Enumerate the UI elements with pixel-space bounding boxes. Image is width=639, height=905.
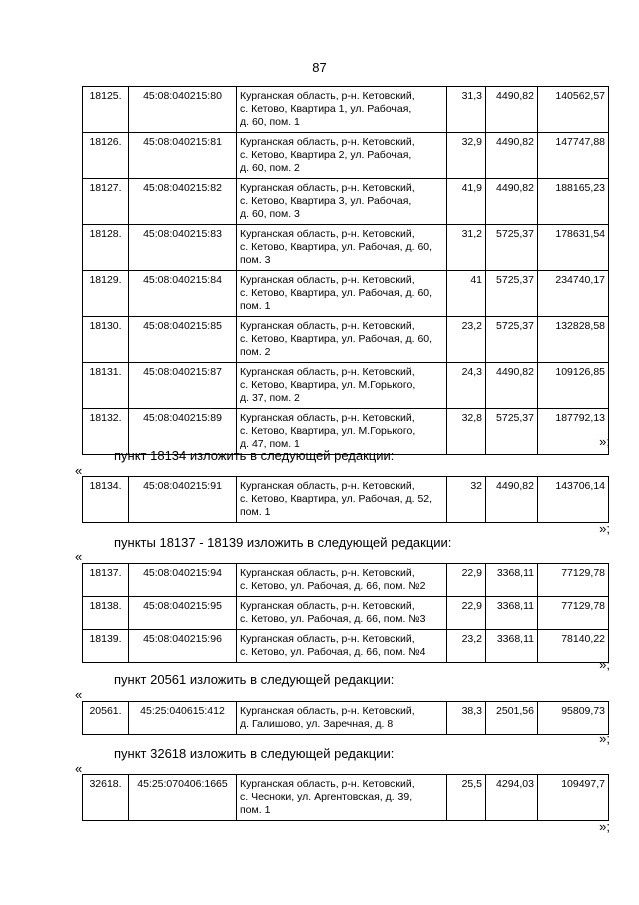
table-row [83, 630, 609, 663]
cadastral-number-cell: 45:08:040215:95 [129, 597, 237, 630]
address-line: Курганская область, р-н. Кетовский, [240, 633, 415, 645]
cadastral-number-cell: 45:08:040215:83 [129, 225, 237, 271]
address-line: с. Кетово, Квартира, ул. М.Горького, [240, 425, 416, 437]
row-number-cell: 18131. [83, 363, 129, 409]
page-number: 87 [312, 60, 327, 75]
unit-value-cell: 5725,37 [486, 225, 538, 271]
address-cell [237, 363, 447, 409]
table-row [83, 179, 609, 225]
unit-value-cell: 4490,82 [486, 179, 538, 225]
row-number-cell: 18125. [83, 87, 129, 133]
address-line: д. 37, пом. 2 [240, 392, 300, 404]
area-cell: 22,9 [447, 564, 486, 597]
cadastral-number-cell: 45:08:040215:94 [129, 564, 237, 597]
address-line: Курганская область, р-н. Кетовский, [240, 320, 415, 332]
area-cell: 32,9 [447, 133, 486, 179]
table-row [83, 477, 609, 523]
opening-quote: « [75, 463, 83, 478]
cadastral-value-cell: 78140,22 [538, 630, 609, 663]
cadastral-number-cell: 45:08:040215:82 [129, 179, 237, 225]
address-line: д. 60, пом. 3 [240, 208, 300, 220]
table-row [83, 702, 609, 735]
row-number-cell: 18137. [83, 564, 129, 597]
cadastral-value-cell: 234740,17 [538, 271, 609, 317]
amendment-instruction: пункт 20561 изложить в следующей редакции: [114, 672, 395, 687]
address-line: пом. 2 [240, 346, 271, 358]
address-line: Курганская область, р-н. Кетовский, [240, 600, 415, 612]
table-row [83, 133, 609, 179]
table-row [83, 317, 609, 363]
opening-quote: « [75, 687, 83, 702]
closing-quote: »; [599, 521, 610, 536]
table-row [83, 271, 609, 317]
address-line: пом. 1 [240, 804, 271, 816]
address-cell [237, 630, 447, 663]
cadastral-number-cell: 45:25:070406:1665 [129, 775, 237, 821]
row-number-cell: 18126. [83, 133, 129, 179]
address-line: д. 47, пом. 1 [240, 438, 300, 450]
area-cell: 22,9 [447, 597, 486, 630]
closing-quote: »; [599, 434, 610, 449]
cadastral-value-cell: 188165,23 [538, 179, 609, 225]
table-row [83, 363, 609, 409]
address-line: с. Кетово, ул. Рабочая, д. 66, пом. №4 [240, 646, 426, 658]
unit-value-cell: 5725,37 [486, 409, 538, 455]
unit-value-cell: 3368,11 [486, 564, 538, 597]
table-row [83, 225, 609, 271]
registry-table-2 [82, 476, 609, 523]
area-cell: 23,2 [447, 630, 486, 663]
row-number-cell: 18132. [83, 409, 129, 455]
address-cell [237, 477, 447, 523]
row-number-cell: 20561. [83, 702, 129, 735]
address-cell [237, 597, 447, 630]
row-number-cell: 32618. [83, 775, 129, 821]
row-number-cell: 18129. [83, 271, 129, 317]
address-cell [237, 225, 447, 271]
closing-quote: »; [599, 657, 610, 672]
registry-table-3 [82, 563, 609, 663]
closing-quote: »; [599, 819, 610, 834]
cadastral-number-cell: 45:08:040215:96 [129, 630, 237, 663]
area-cell: 25,5 [447, 775, 486, 821]
address-line: Курганская область, р-н. Кетовский, [240, 567, 415, 579]
address-line: Курганская область, р-н. Кетовский, [240, 705, 415, 717]
unit-value-cell: 5725,37 [486, 317, 538, 363]
address-line: с. Кетово, Квартира 2, ул. Рабочая, [240, 149, 412, 161]
address-line: с. Кетово, Квартира, ул. Рабочая, д. 60, [240, 333, 433, 345]
address-line: д. 60, пом. 2 [240, 162, 300, 174]
opening-quote: « [75, 549, 83, 564]
address-line: с. Кетово, Квартира, ул. М.Горького, [240, 379, 416, 391]
address-line: Курганская область, р-н. Кетовский, [240, 182, 415, 194]
registry-table-5 [82, 774, 609, 821]
address-line: д. Галишово, ул. Заречная, д. 8 [240, 718, 394, 730]
unit-value-cell: 5725,37 [486, 271, 538, 317]
address-cell [237, 271, 447, 317]
table-row [83, 564, 609, 597]
unit-value-cell: 4294,03 [486, 775, 538, 821]
area-cell: 32 [447, 477, 486, 523]
row-number-cell: 18127. [83, 179, 129, 225]
address-line: с. Кетово, Квартира, ул. Рабочая, д. 60, [240, 287, 433, 299]
registry-table-1 [82, 86, 609, 455]
area-cell: 41,9 [447, 179, 486, 225]
unit-value-cell: 4490,82 [486, 87, 538, 133]
address-line: с. Кетово, Квартира 3, ул. Рабочая, [240, 195, 412, 207]
amendment-instruction: пункт 18134 изложить в следующей редакции: [114, 448, 395, 463]
address-line: с. Кетово, Квартира, ул. Рабочая, д. 60, [240, 241, 433, 253]
cadastral-value-cell: 143706,14 [538, 477, 609, 523]
cadastral-number-cell: 45:08:040215:80 [129, 87, 237, 133]
row-number-cell: 18130. [83, 317, 129, 363]
address-line: с. Кетово, ул. Рабочая, д. 66, пом. №3 [240, 613, 426, 625]
address-line: Курганская область, р-н. Кетовский, [240, 90, 415, 102]
unit-value-cell: 3368,11 [486, 630, 538, 663]
address-cell [237, 564, 447, 597]
address-line: д. 60, пом. 1 [240, 116, 300, 128]
row-number-cell: 18134. [83, 477, 129, 523]
address-line: пом. 3 [240, 254, 271, 266]
unit-value-cell: 4490,82 [486, 477, 538, 523]
address-line: с. Чесноки, ул. Аргентовская, д. 39, [240, 791, 413, 803]
address-cell [237, 179, 447, 225]
cadastral-number-cell: 45:08:040215:84 [129, 271, 237, 317]
registry-table-4 [82, 701, 609, 735]
row-number-cell: 18138. [83, 597, 129, 630]
table-row [83, 775, 609, 821]
amendment-instruction: пункты 18137 - 18139 изложить в следующей редакции: [114, 535, 452, 550]
cadastral-number-cell: 45:08:040215:89 [129, 409, 237, 455]
cadastral-value-cell: 187792,13 [538, 409, 609, 455]
address-line: Курганская область, р-н. Кетовский, [240, 778, 415, 790]
address-line: Курганская область, р-н. Кетовский, [240, 366, 415, 378]
area-cell: 41 [447, 271, 486, 317]
cadastral-value-cell: 147747,88 [538, 133, 609, 179]
address-line: пом. 1 [240, 300, 271, 312]
address-line: с. Кетово, Квартира, ул. Рабочая, д. 52, [240, 493, 433, 505]
address-cell [237, 87, 447, 133]
cadastral-value-cell: 77129,78 [538, 564, 609, 597]
area-cell: 32,8 [447, 409, 486, 455]
area-cell: 38,3 [447, 702, 486, 735]
cadastral-number-cell: 45:08:040215:91 [129, 477, 237, 523]
cadastral-value-cell: 140562,57 [538, 87, 609, 133]
unit-value-cell: 3368,11 [486, 597, 538, 630]
cadastral-number-cell: 45:08:040215:87 [129, 363, 237, 409]
area-cell: 31,3 [447, 87, 486, 133]
address-line: Курганская область, р-н. Кетовский, [240, 274, 415, 286]
area-cell: 24,3 [447, 363, 486, 409]
table-row [83, 597, 609, 630]
address-line: с. Кетово, Квартира 1, ул. Рабочая, [240, 103, 412, 115]
address-cell [237, 702, 447, 735]
address-cell [237, 133, 447, 179]
cadastral-value-cell: 109126,85 [538, 363, 609, 409]
cadastral-number-cell: 45:08:040215:81 [129, 133, 237, 179]
area-cell: 31,2 [447, 225, 486, 271]
opening-quote: « [75, 761, 83, 776]
table-row [83, 87, 609, 133]
address-line: пом. 1 [240, 506, 271, 518]
amendment-instruction: пункт 32618 изложить в следующей редакции: [114, 746, 395, 761]
address-line: Курганская область, р-н. Кетовский, [240, 136, 415, 148]
address-line: Курганская область, р-н. Кетовский, [240, 228, 415, 240]
address-cell [237, 775, 447, 821]
closing-quote: »; [599, 731, 610, 746]
address-line: Курганская область, р-н. Кетовский, [240, 480, 415, 492]
unit-value-cell: 2501,56 [486, 702, 538, 735]
cadastral-number-cell: 45:08:040215:85 [129, 317, 237, 363]
cadastral-value-cell: 95809,73 [538, 702, 609, 735]
cadastral-value-cell: 132828,58 [538, 317, 609, 363]
unit-value-cell: 4490,82 [486, 363, 538, 409]
area-cell: 23,2 [447, 317, 486, 363]
address-cell [237, 317, 447, 363]
address-line: Курганская область, р-н. Кетовский, [240, 412, 415, 424]
row-number-cell: 18139. [83, 630, 129, 663]
cadastral-value-cell: 109497,7 [538, 775, 609, 821]
cadastral-number-cell: 45:25:040615:412 [129, 702, 237, 735]
cadastral-value-cell: 178631,54 [538, 225, 609, 271]
unit-value-cell: 4490,82 [486, 133, 538, 179]
address-line: с. Кетово, ул. Рабочая, д. 66, пом. №2 [240, 580, 426, 592]
row-number-cell: 18128. [83, 225, 129, 271]
cadastral-value-cell: 77129,78 [538, 597, 609, 630]
